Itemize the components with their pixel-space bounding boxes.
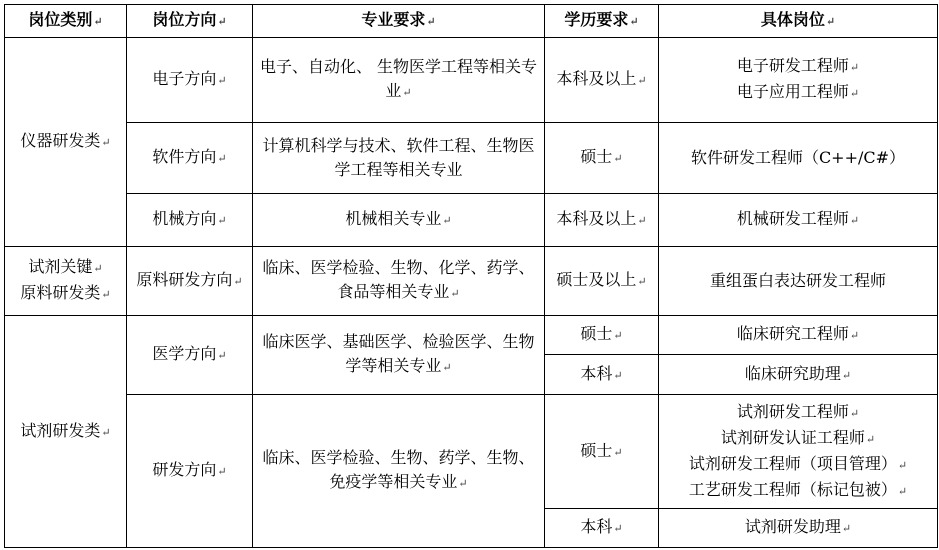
table-row <box>5 194 938 247</box>
education-cell: 本科↵ <box>545 355 659 395</box>
position-line: 试剂研发工程师↵ <box>736 401 860 421</box>
position-cell: 试剂研发助理↵ <box>659 509 938 548</box>
position-line: 电子应用工程师↵ <box>736 82 860 101</box>
category-reagent: 试剂研发类↵ <box>5 316 127 548</box>
position-cell: 临床研究助理↵ <box>659 355 938 395</box>
table-row <box>5 316 938 355</box>
direction-cell: 研发方向↵ <box>127 395 253 548</box>
category-instrument: 仪器研发类↵ <box>5 38 127 247</box>
major-cell: 临床医学、基础医学、检验医学、生物学等相关专业↵ <box>253 316 545 395</box>
major-cell: 电子、自动化、 生物医学工程等相关专业↵ <box>253 38 545 123</box>
education-cell: 硕士↵ <box>545 316 659 355</box>
category-raw-material <box>5 247 127 316</box>
header-education: 学历要求↵ <box>545 5 659 38</box>
header-direction: 岗位方向↵ <box>127 5 253 38</box>
table-row <box>5 123 938 194</box>
position-line: 电子研发工程师↵ <box>736 56 860 75</box>
position-cell: 临床研究工程师↵ <box>659 316 938 355</box>
major-cell: 机械相关专业↵ <box>253 194 545 247</box>
position-cell: 机械研发工程师↵ <box>659 194 938 247</box>
table-row <box>5 395 938 509</box>
position-cell <box>659 395 938 509</box>
education-cell: 本科↵ <box>545 509 659 548</box>
table-row <box>5 247 938 316</box>
education-cell: 本科及以上↵ <box>545 38 659 123</box>
major-cell: 临床、医学检验、生物、化学、药学、食品等相关专业↵ <box>253 247 545 316</box>
table-row <box>5 38 938 123</box>
direction-cell: 医学方向↵ <box>127 316 253 395</box>
direction-cell: 原料研发方向↵ <box>127 247 253 316</box>
major-cell: 计算机科学与技术、软件工程、生物医学工程等相关专业 <box>253 123 545 194</box>
education-cell: 硕士↵ <box>545 395 659 509</box>
header-major: 专业要求↵ <box>253 5 545 38</box>
position-cell: 重组蛋白表达研发工程师 <box>659 247 938 316</box>
direction-cell: 电子方向↵ <box>127 38 253 123</box>
education-cell: 本科及以上↵ <box>545 194 659 247</box>
position-line: 试剂研发认证工程师↵ <box>720 427 876 447</box>
header-position: 具体岗位↵ <box>659 5 938 38</box>
direction-cell: 软件方向↵ <box>127 123 253 194</box>
header-category: 岗位类别↵ <box>5 5 127 38</box>
position-line: 工艺研发工程师（标记包被）↵ <box>688 479 908 499</box>
position-line: 试剂研发工程师（项目管理）↵ <box>688 453 908 473</box>
job-requirements-table <box>4 4 938 548</box>
position-cell <box>659 38 938 123</box>
category-line: 试剂关键↵ <box>28 257 103 276</box>
header-row <box>5 5 938 38</box>
position-cell: 软件研发工程师（C++/C#） <box>659 123 938 194</box>
category-line: 原料研发类↵ <box>20 283 111 302</box>
major-cell: 临床、医学检验、生物、药学、生物、免疫学等相关专业↵ <box>253 395 545 548</box>
education-cell: 硕士↵ <box>545 123 659 194</box>
direction-cell: 机械方向↵ <box>127 194 253 247</box>
education-cell: 硕士及以上↵ <box>545 247 659 316</box>
